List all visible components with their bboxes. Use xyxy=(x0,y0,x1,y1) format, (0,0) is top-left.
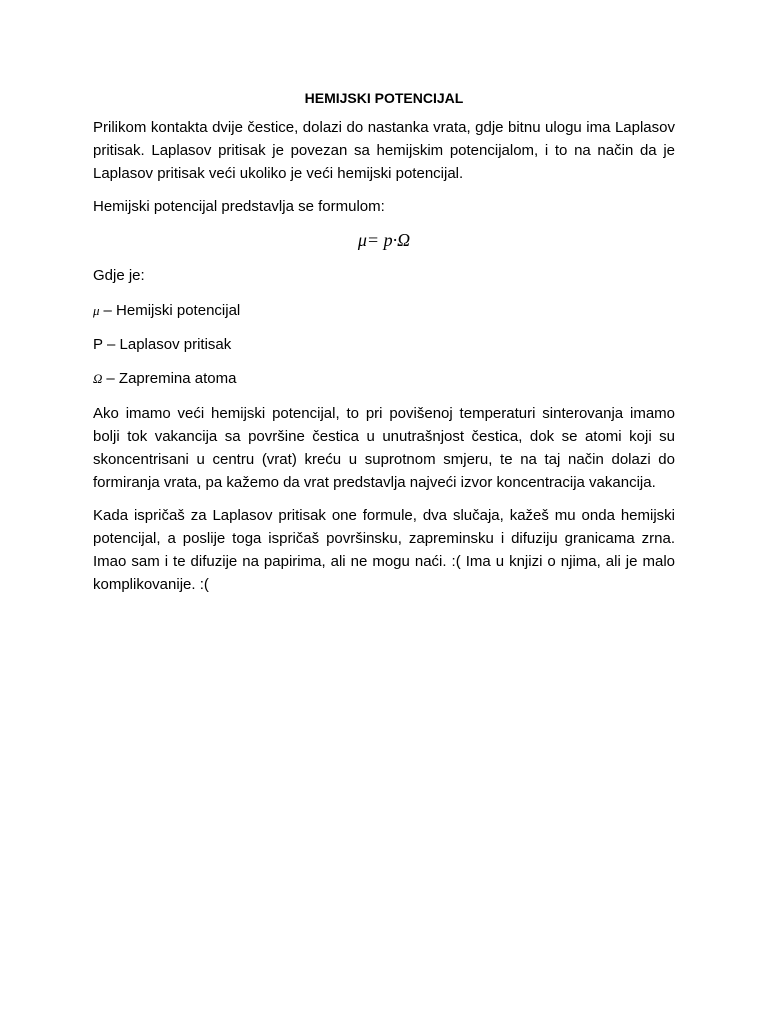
definition-p xyxy=(93,333,675,356)
formula-intro: Hemijski potencijal predstavlja se formulom: xyxy=(93,198,385,215)
definition-omega xyxy=(93,367,675,390)
document-page xyxy=(93,88,675,606)
definition-symbol: μ xyxy=(93,303,100,318)
definitions-list xyxy=(93,299,675,390)
paragraph-2: Ako imamo veći hemijski potencijal, to pri povišenoj temperaturi sinterovanja imamo bolji tok vakancija sa površine čestica u unutrašnjost čestica, dok se atomi koji su skoncentrisani u centru (vrat) kreću u suprotnom smjeru, te na taj način dolazi do formiranja vrata, pa kažemo da vrat predstavlja najveći izvor koncentracija vakancija. xyxy=(93,405,675,491)
definition-text: – Hemijski potencijal xyxy=(103,302,241,319)
paragraph-3: Kada ispričaš za Laplasov pritisak one formule, dva slučaja, kažeš mu onda hemijski potencijal, a poslije toga ispričaš površinsku, zapreminsku i difuziju granicama zrna. Imao sam i te difuzije na papirima, ali ne mogu naći. :( Ima u knjizi o njima, ali je malo komplikovanije. :( xyxy=(93,507,675,593)
intro-paragraph: Prilikom kontakta dvije čestice, dolazi do nastanka vrata, gdje bitnu ulogu ima Laplasov pritisak. Laplasov pritisak je povezan sa hemijskim potencijalom, i to na način da je Laplasov pritisak veći ukoliko je veći hemijski potencijal. xyxy=(93,119,675,182)
definition-symbol: Ω xyxy=(93,371,103,386)
definition-text: – Zapremina atoma xyxy=(106,370,237,387)
definition-text: – Laplasov pritisak xyxy=(107,336,232,353)
where-label: Gdje je: xyxy=(93,267,145,284)
document-title: HEMIJSKI POTENCIJAL xyxy=(304,90,464,106)
definition-symbol: P xyxy=(93,336,104,353)
formula: μ= p·Ω xyxy=(357,230,411,250)
definition-mu xyxy=(93,299,675,322)
